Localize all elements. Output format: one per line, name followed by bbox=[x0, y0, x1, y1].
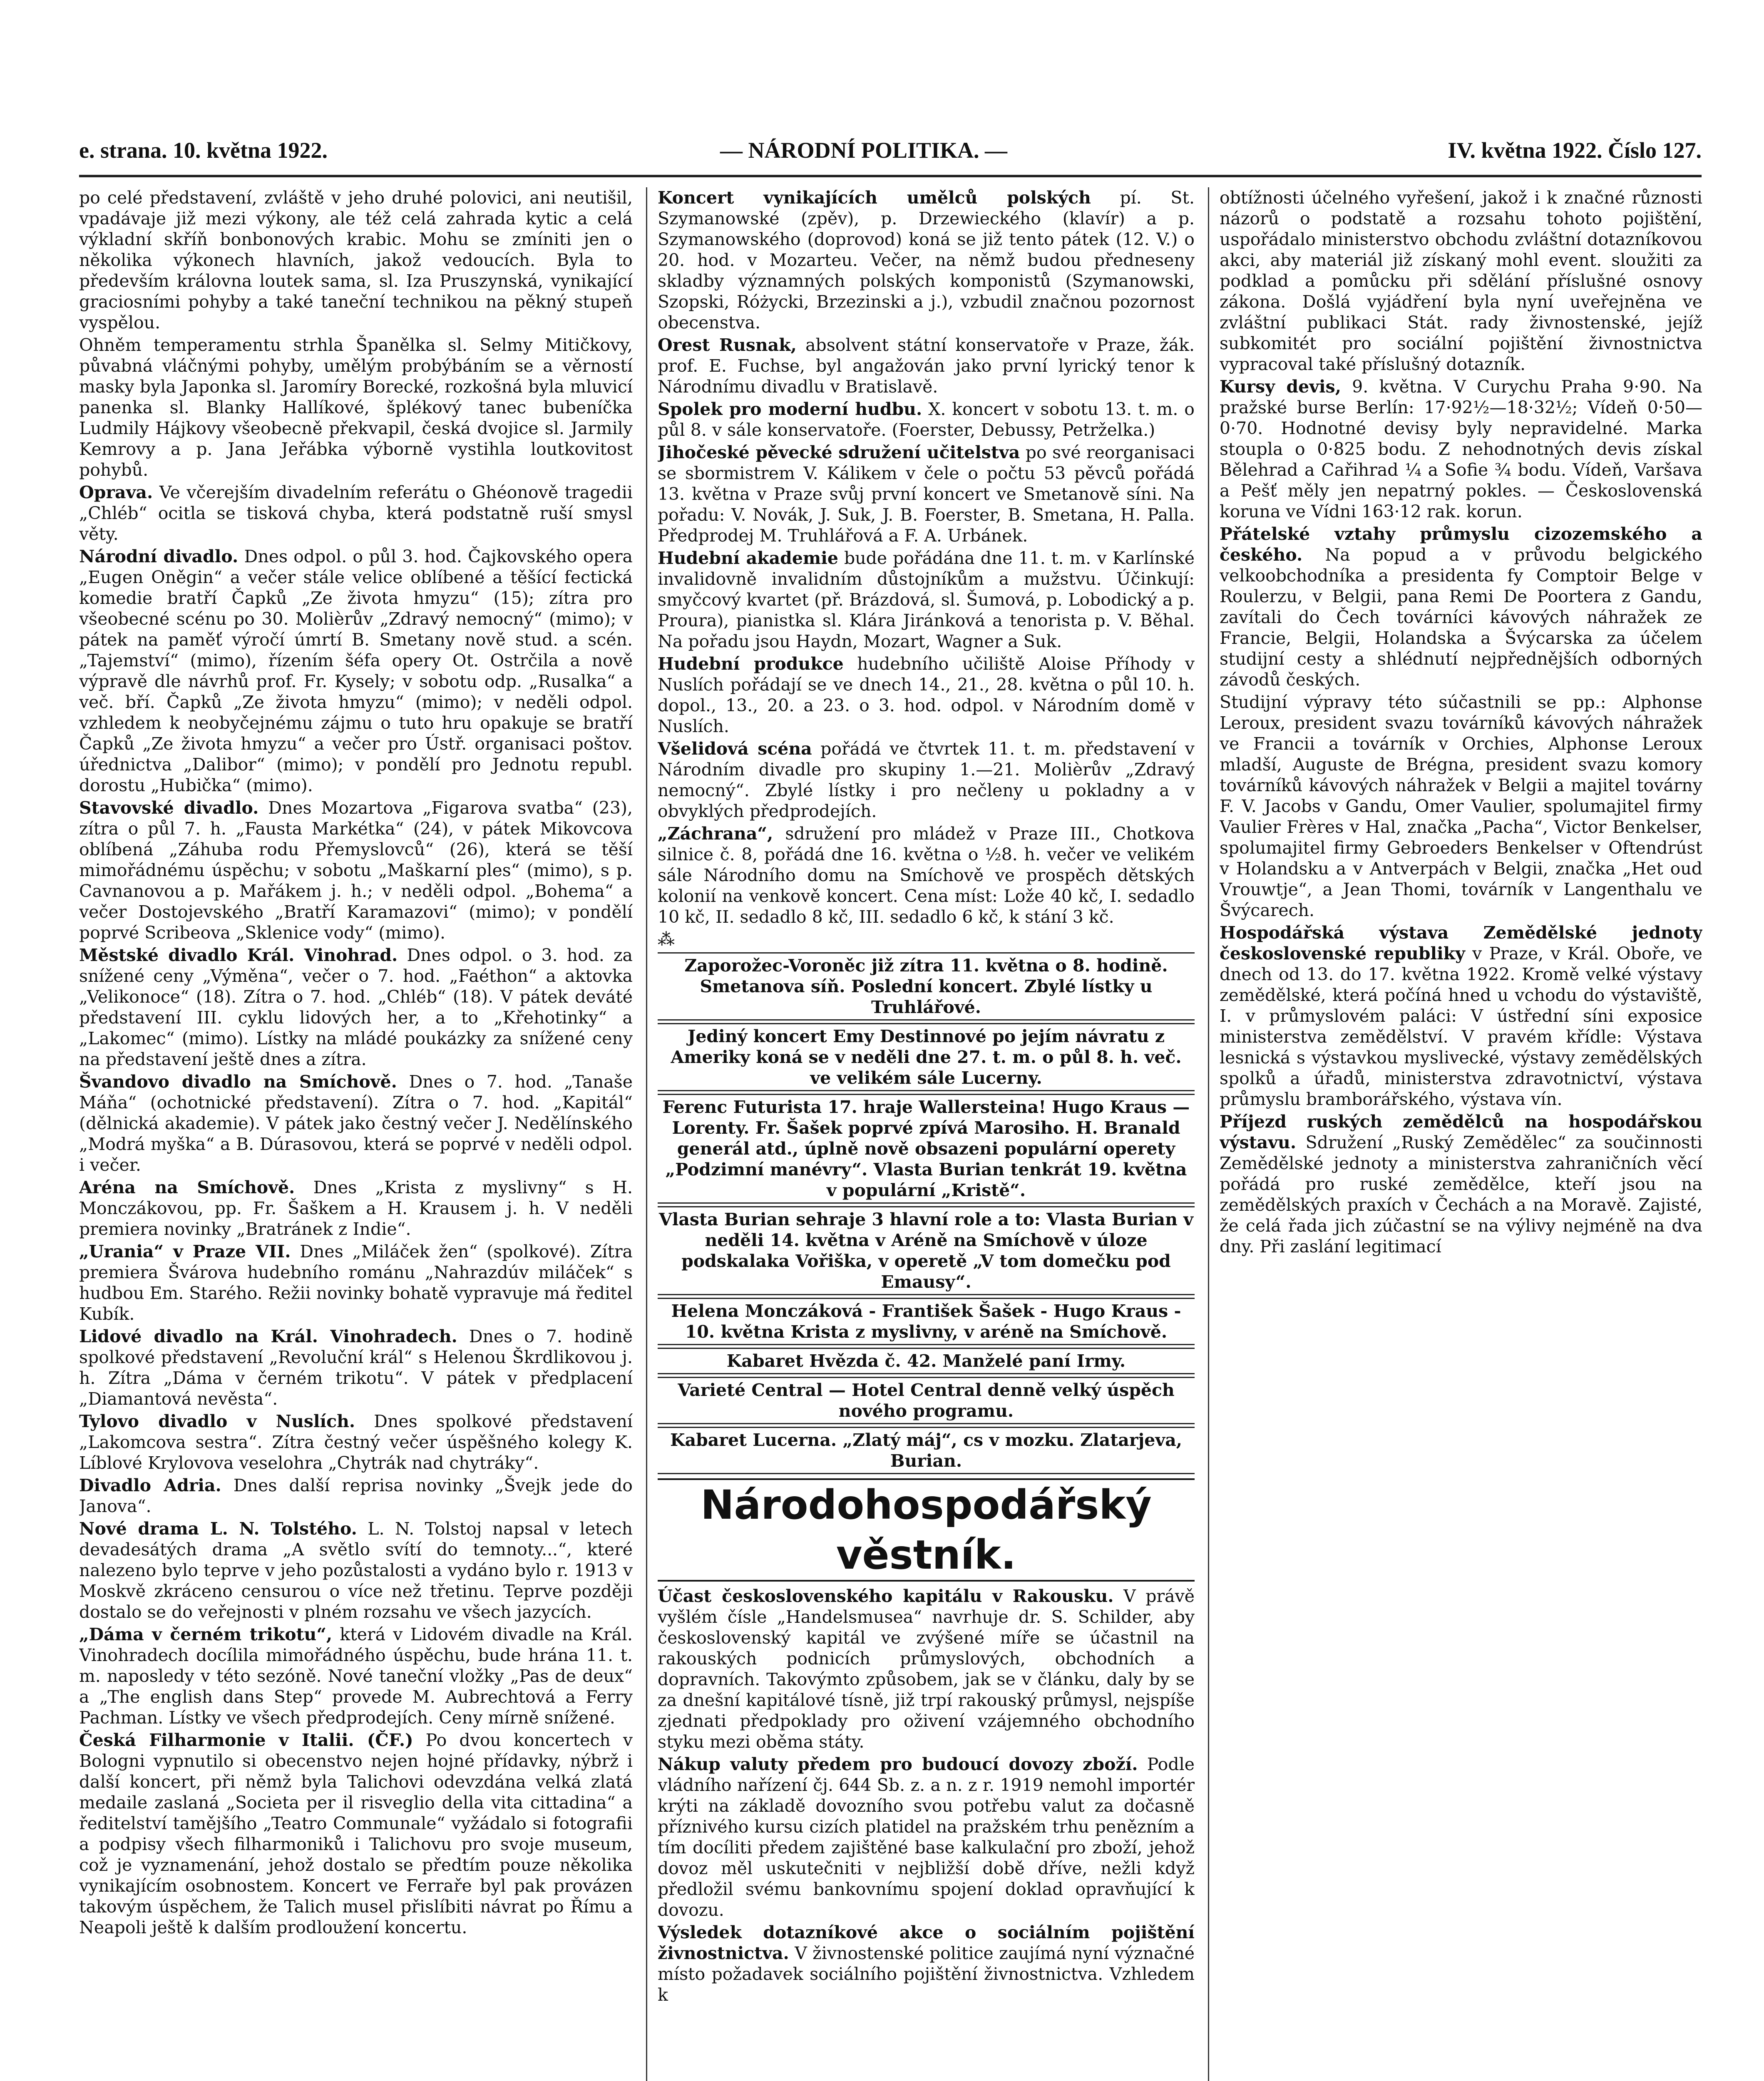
article-paragraph bbox=[658, 1586, 1195, 1752]
article-heading: Výsledek dotazníkové akce o sociálním pojištění živnostnictva. bbox=[658, 1922, 1195, 1963]
page-header bbox=[79, 137, 1702, 175]
article-text: V živnostenské politice zaujímá nyní význačné místo požadavek sociálního pojištění živnostnictva. Vzhledem k bbox=[658, 1943, 1195, 2005]
article-paragraph bbox=[79, 1326, 633, 1409]
article-paragraph bbox=[658, 187, 1195, 333]
article-heading: Tylovo divadlo v Nuslích. bbox=[79, 1411, 355, 1431]
article-text: Dnes spolkové představení „Lakomcova sestra“. Zítra čestný večer úspěšného kolegy K. Líblové Krylovova veselohra „Chytrák nad chytráky“. bbox=[79, 1411, 633, 1473]
article-heading: Hudební akademie bbox=[658, 548, 838, 568]
article-paragraph bbox=[79, 1475, 633, 1517]
article-paragraph bbox=[79, 1518, 633, 1622]
article-paragraph bbox=[79, 1177, 633, 1239]
article-text: Studijní výpravy této súčastnili se pp.: Alphonse Leroux, president svazu továrníků kávových náhražek ve Francii a továrník v Orchies, Alphonse Leroux mladší, Auguste de Brégna, president svazu komory továrníků kávových náhražek v Belgii a majitel továrny F. V. Jacobs v Gandu, Omer Vaulier, spolumajitel firmy Vaulier Frères v Hal, značka „Pacha“, Victor Benkelser, spolumajitel firmy Gebroeders Benkelser v Oftendrúst v Holandsku a v Antverpách v Belgii, značka „Het oud Vrouwtje“, a Jean Thomi, továrník v Langenthalu ve Švýcarech. bbox=[1220, 692, 1702, 920]
header-date-right: IV. května 1922. Číslo 127. bbox=[1448, 138, 1702, 163]
article-heading: Aréna na Smíchově. bbox=[79, 1177, 295, 1197]
article-heading: Orest Rusnak, bbox=[658, 335, 797, 355]
article-paragraph bbox=[658, 1754, 1195, 1920]
advert-box: Helena Monczáková - František Šašek - Hugo Kraus - 10. května Krista z myslivny, v aréně na Smíchově. bbox=[658, 1298, 1195, 1345]
article-paragraph bbox=[79, 335, 633, 480]
article-text: Dnes „Krista z myslivny“ s H. Monczákovou, pp. Fr. Šaškem a H. Krausem j. h. V neděli premiera novinky „Bratránek z Indie“. bbox=[79, 1177, 633, 1239]
article-text: po celé představení, zvláště v jeho druhé polovici, ani neutišil, vpadávaje již mezi výkony, ale též celá zahrada kytic a celá výkladní skříň bonbonových krabic. Mohu se zmíniti jen o několika výkonech hlavních, jakož vedoucích. Byla to především královna loutek sama, sl. Iza Pruszynská, vynikající graciosními pohyby a také taneční technikou na pěkný stupeň vyspělou. bbox=[79, 188, 633, 333]
article-paragraph bbox=[1220, 922, 1702, 1110]
article-heading: „Urania“ v Praze VII. bbox=[79, 1242, 291, 1262]
article-heading: Kursy devis, bbox=[1220, 377, 1341, 397]
article-text: 9. května. V Curychu Praha 9·90. Na pražské burse Berlín: 17·92½—18·32½; Vídeň 0·50—0·70. Hodnotné devisy byly nepravidelné. Marka stoupla o 0·825 bodu. Z nehodnotných devis získal Bělehrad a Cařihrad ¼ a Sofie ¾ bodu. Vídeň, Varšava a Pešť měly jen nepatrný pokles. — Československá koruna ve Vídni 163·12 rak. korun. bbox=[1220, 377, 1702, 521]
article-heading: Lidové divadlo na Král. Vinohradech. bbox=[79, 1326, 457, 1346]
article-paragraph bbox=[658, 335, 1195, 397]
article-heading: Jihočeské pěvecké sdružení učitelstva bbox=[658, 442, 1020, 462]
article-paragraph bbox=[79, 1624, 633, 1728]
article-heading: Všelidová scéna bbox=[658, 739, 812, 759]
article-text: Na popud a v průvodu belgického velkoobchodníka a presidenta fy Comptoir Belge v Roulerzu, v Belgii, pana Remi De Poortera z Gandu, zavítali do Čech továrníci kávových náhražek ze Francie, Belgii, Holandska a Švýcarska za účelem studijní cesty a shlédnutí nejpřednějších odborných závodů českých. bbox=[1220, 545, 1702, 690]
article-text: Dnes další reprisa novinky „Švejk jede do Janova“. bbox=[79, 1475, 633, 1516]
article-paragraph bbox=[79, 945, 633, 1070]
article-heading: Stavovské divadlo. bbox=[79, 798, 259, 818]
article-heading: „Záchrana“, bbox=[658, 824, 773, 844]
masthead-title: — NÁRODNÍ POLITIKA. — bbox=[720, 138, 1008, 163]
article-paragraph bbox=[658, 1922, 1195, 2005]
section-banner: Národohospodářský věstník. bbox=[658, 1478, 1195, 1582]
header-rule bbox=[79, 175, 1702, 177]
article-text: Dnes Mozartova „Figarova svatba“ (23), zítra o půl 7. h. „Fausta Markétka“ (24), v pátek Mikovcova oblíbená „Záhuba rodu Přemyslovců“ (26), která se těší mimořádnému úspěchu; v sobotu „Maškarní ples“ (mimo), s p. Cavnanovou a p. Mařákem j. h.; v neděli odpol. „Bohema“ a večer Dostojevského „Bratří Karamazovi“ (mimo); v pondělí poprvé Scribeova „Sklenice vody“ (mimo). bbox=[79, 798, 633, 943]
article-heading: Účast československého kapitálu v Rakousku. bbox=[658, 1586, 1114, 1606]
article-text: Dnes „Miláček žen“ (spolkové). Zítra premiera Švárova hudebního románu „Nahrazdúv miláček“ s hudbou Em. Starého. Režii novinky bohatě vypravuje má ředitel Kubík. bbox=[79, 1242, 633, 1324]
article-heading: Příjezd ruských zemědělců na hospodářskou výstavu. bbox=[1220, 1112, 1702, 1152]
advert-box: Zaporožec-Voroněc již zítra 11. května o 8. hodině. Smetanova síň. Poslední koncert. Zbylé lístky u Truhlářové. bbox=[658, 952, 1195, 1021]
article-paragraph bbox=[1220, 376, 1702, 522]
article-paragraph bbox=[79, 797, 633, 943]
article-text: bude pořádána dne 11. t. m. v Karlínské invalidovně invalidním důstojníkům a mužstvu. Účinkují: smyčcový kvartet (př. Brázdová, sl. Šumová, p. Lobodický a p. Proura), pianistka sl. Klára Jiránková a tenorista p. V. Běhal. Na pořadu jsou Haydn, Mozart, Wagner a Suk. bbox=[658, 548, 1195, 651]
article-text: Dnes odpol. o 3. hod. za snížené ceny „Výměna“, večer o 7. hod. „Faéthon“ a aktovka „Velikonoce“ (18). Zítra o 7. hod. „Chléb“ (18). V pátek deváté představení III. cyklu lidových her, a to „Křehotinky“ a „Lakomec“ (mimo). Lístky na mládé poukázky za snížené ceny na představení ještě dnes a zítra. bbox=[79, 945, 633, 1069]
article-paragraph bbox=[79, 1411, 633, 1473]
article-paragraph bbox=[658, 399, 1195, 440]
article-text: která v Lidovém divadle na Král. Vinohradech docílila mimořádného úspěchu, bude hrána 11. t. m. naposledy v této sezóně. Nové taneční vložky „Pas de deux“ a „The english dans Step“ provede M. Aubrechtová a Ferry Pachman. Lístky ve všech předprodejích. Ceny mírně snížené. bbox=[79, 1624, 633, 1728]
article-text: Dnes o 7. hod. „Tanaše Máňa“ (ochotnické představení). Zítra o 7. hod. „Kapitál“ (dělnická akademie). V pátek jako čestný večer J. Nedělínského „Modrá myška“ a B. Dúrasovou, která se poprvé v neděli odpol. i večer. bbox=[79, 1072, 633, 1175]
advert-box: Jediný koncert Emy Destinnové po jejím návratu z Ameriky koná se v neděli dne 27. t. m. o půl 8. h. več. ve velikém sále Lucerny. bbox=[658, 1023, 1195, 1091]
column-1 bbox=[79, 187, 633, 2081]
article-text: Ve včerejším divadelním referátu o Ghéonově tragedii „Chléb“ ocitla se tisková chyba, která podstatně ruší smysl věty. bbox=[79, 482, 633, 544]
article-paragraph bbox=[1220, 524, 1702, 690]
article-text: Ohněm temperamentu strhla Španělka sl. Selmy Mitičkovy, půvabná vláčnými pohyby, umělým probýbáním se a věrností masky byla Japonka sl. Jaromíry Borecké, rozkošná byla mluvicí panenka sl. Blanky Hallíkové, šplékový tanec bubeníčka Ludmily Hájkovy všeobecně překvapil, česká dvojice sl. Jarmily Kemrovy a p. Jana Jeřábka výborně vystihla loutkovitost pohybů. bbox=[79, 335, 633, 480]
article-paragraph bbox=[79, 546, 633, 796]
article-paragraph bbox=[658, 653, 1195, 737]
article-heading: Koncert vynikajících umělců polských bbox=[658, 188, 1091, 208]
article-heading: „Dáma v černém trikotu“, bbox=[79, 1624, 333, 1644]
article-heading: Nákup valuty předem pro budoucí dovozy zboží. bbox=[658, 1754, 1138, 1774]
article-paragraph bbox=[658, 823, 1195, 927]
article-text: X. koncert v sobotu 13. t. m. o půl 8. v sále konservatoře. (Foerster, Debussy, Petrželka.) bbox=[658, 399, 1195, 440]
article-text: obtížnosti účelného vyřešení, jakož i k značné různosti názorů o podstatě a rozsahu tohoto pojištění, uspořádalo ministerstvo obchodu zvláštní dotazníkovou akci, aby materiál již získaný mohl event. sloužiti za podklad a pomůcku při sdělání příslušné osnovy zákona. Došlá vyjádření byla nyní uveřejněna ve zvláštní publikaci Stát. rady živnostenské, jejíž subkomitét pro sociální pojištění živnostnictva vypracoval také příslušný dotazník. bbox=[1220, 188, 1702, 374]
article-text: pí. St. Szymanowské (zpěv), p. Drzewieckého (klavír) a p. Szymanowského (doprovod) koná se již tento pátek (12. V.) o 20. hod. v Mozarteu. Večer, na němž budou předneseny skladby významných polských komponistů (Szymanowski, Szopski, Różycki, Brzezinski a j.), vzbudil značnou pozornost obecenstva. bbox=[658, 188, 1195, 333]
article-paragraph bbox=[658, 548, 1195, 652]
article-heading: Oprava. bbox=[79, 482, 153, 502]
article-text: Podle vládního nařízení čj. 644 Sb. z. a n. z r. 1919 nemohl importér krýti na základě dovozního svou potřebu valut za dočasně příznivého kursu cizích platidel na pražském trhu penězním a tím docíliti předem zajištěné base kalkulační pro zboží, jehož dovoz měl uskutečniti v nejbližší době dříve, nežli když předložil svému bankovnímu spojení doklad opravňující k dovozu. bbox=[658, 1754, 1195, 1920]
advert-box: Kabaret Hvězda č. 42. Manželé paní Irmy. bbox=[658, 1348, 1195, 1374]
article-heading: Spolek pro moderní hudbu. bbox=[658, 399, 922, 419]
article-paragraph bbox=[79, 1241, 633, 1324]
article-paragraph bbox=[1220, 187, 1702, 375]
article-text: V právě vyšlém čísle „Handelsmusea“ navrhuje dr. S. Schilder, aby československý kapitál ve zvýšené míře se účastnil na rakouských podnicích průmyslových, obchodních a dopravních. Takovýmto způsobem, jak se v článku, daly by se za dnešní kapitálové tísně, již trpí rakouský průmysl, nejspíše zjednati předpoklady pro oživení vzájemného obchodního styku mezi oběma státy. bbox=[658, 1586, 1195, 1752]
advert-box: Varieté Central — Hotel Central denně velký úspěch nového programu. bbox=[658, 1377, 1195, 1424]
article-heading: Švandovo divadlo na Smíchově. bbox=[79, 1072, 397, 1092]
article-paragraph bbox=[658, 738, 1195, 822]
article-paragraph bbox=[79, 482, 633, 544]
article-text: ⁂ bbox=[658, 929, 675, 949]
article-text: L. N. Tolstoj napsal v letech devadesátých drama „A světlo svítí do temnoty...“, které nalezeno bylo teprve v jeho pozůstalosti a vydáno bylo r. 1913 v Moskvě zkráceno censurou o více než třetinu. Teprve později dostalo se do veřejnosti v plném rozsahu ve všech jazycích. bbox=[79, 1519, 633, 1622]
article-text: absolvent státní konservatoře v Praze, žák. prof. E. Fuchse, byl angažován jako první lyrický tenor k Národnímu divadlu v Bratislavě. bbox=[658, 335, 1195, 397]
column-2 bbox=[658, 187, 1195, 2081]
article-text: Dnes odpol. o půl 3. hod. Čajkovského opera „Eugen Oněgin“ a večer stále velice oblíbené a těšící fectická komedie bratří Čapků „Ze života hmyzu“ (15); zítra pro všeobecné scénu po 30. Molièrův „Zdravý nemocný“ (mimo); v pátek na paměť výročí úmrtí B. Smetany nově stud. a scén. „Tajemství“ (mimo), řízením šéfa opery Ot. Ostrčila a nově výpravě dle návrhů prof. Fr. Kysely; v sobotu odp. „Rusalka“ a več. bří. Čapků „Ze života hmyzu“ (mimo); v neděli odpol. vzhledem k neobyčejnému zájmu o tuto hru opakuje se bratří Čapků „Ze života hmyzu“ a večer pro Ústř. organisaci poštov. úřednictva „Dalibor“ (mimo); v pondělí pro Jednotu republ. dorostu „Hubička“ (mimo). bbox=[79, 546, 633, 795]
article-heading: Hudební produkce bbox=[658, 654, 844, 674]
advert-box: Vlasta Burian sehraje 3 hlavní role a to: Vlasta Burian v neděli 14. května v Aréně na Smíchově v úloze podskalaka Vořiška, v operetě „V tom domečku pod Emausy“. bbox=[658, 1206, 1195, 1295]
article-heading: Hospodářská výstava Zemědělské jednoty československé republiky bbox=[1220, 923, 1702, 964]
article-paragraph bbox=[658, 929, 1195, 950]
article-text: Dnes o 7. hodině spolkové představení „Revoluční král“ s Helenou Škrdlikovou j. h. Zítra „Dáma v černém trikotu“. V pátek v předplacení „Diamantová nevěsta“. bbox=[79, 1326, 633, 1409]
article-heading: Přátelské vztahy průmyslu cizozemského a českého. bbox=[1220, 524, 1702, 565]
article-heading: Divadlo Adria. bbox=[79, 1475, 221, 1495]
article-heading: Městské divadlo Král. Vinohrad. bbox=[79, 945, 398, 965]
article-text: hudebního učiliště Aloise Příhody v Nuslích pořádají se ve dnech 14., 21., 28. května o půl 10. h. dopol., 13., 20. a 23. o 3. hod. odpol. v Národním domě v Nuslích. bbox=[658, 654, 1195, 736]
article-text: sdružení pro mládež v Praze III., Chotkova silnice č. 8, pořádá dne 16. května o ½8. h. večer ve velikém sále Národního domu na Smíchově ve prospěch dětských kolonií na venkově koncert. Cena míst: Lože 40 kč, I. sedadlo 10 kč, II. sedadlo 8 kč, III. sedadlo 6 kč, k stání 3 kč. bbox=[658, 824, 1195, 927]
column-divider bbox=[1208, 187, 1209, 2081]
article-text: Sdružení „Ruský Zemědělec“ za součinnosti Zemědělské jednoty a ministerstva zahraničních věcí pořádá pro ruské zemědělce, kteří jsou na zemědělských praxích v Čechách a na Moravě. Zajisté, že celá řada jich zúčastní se na výlivy nejméně na dva dny. Při zaslání legitimací bbox=[1220, 1132, 1702, 1257]
article-text: pořádá ve čtvrtek 11. t. m. představení v Národním divadle pro skupiny 1.—21. Molièrův „Zdravý nemocný“. Zbylé lístky i pro nečleny u pokladny a v obvyklých předprodejích. bbox=[658, 739, 1195, 821]
article-heading: Národní divadlo. bbox=[79, 546, 239, 566]
column-3 bbox=[1220, 187, 1702, 2081]
article-paragraph bbox=[1220, 692, 1702, 921]
advert-box: Ferenc Futurista 17. hraje Wallersteina! Hugo Kraus — Lorenty. Fr. Šašek poprvé zpívá Marosiho. H. Branald generál atd., úplně nově obsazeni populární operety „Podzimní manévry“. Vlasta Burian tenkrát 19. května v populární „Kristě“. bbox=[658, 1094, 1195, 1204]
header-date-left: e. strana. 10. května 1922. bbox=[79, 138, 328, 163]
article-paragraph bbox=[79, 1071, 633, 1175]
article-paragraph bbox=[79, 187, 633, 333]
advert-box: Kabaret Lucerna. „Zlatý máj“, cs v mozku. Zlatarjeva, Burian. bbox=[658, 1427, 1195, 1474]
article-paragraph bbox=[1220, 1111, 1702, 1257]
column-divider bbox=[646, 187, 647, 2081]
article-heading: Nové drama L. N. Tolstého. bbox=[79, 1519, 357, 1539]
article-paragraph bbox=[658, 442, 1195, 546]
article-text: po své reorganisaci se sbormistrem V. Kálikem v čele o počtu 53 pěvců pořádá 13. května v Praze svůj první koncert ve Smetanově síni. Na pořadu: V. Novák, J. Suk, J. B. Foerster, B. Smetana, H. Palla. Předprodej M. Truhlářová a F. A. Urbánek. bbox=[658, 442, 1195, 546]
article-text: v Praze, v Král. Oboře, ve dnech od 13. do 17. května 1922. Kromě velké výstavy zemědělské, která počíná hned u vchodu do výstaviště, I. v průmyslovém paláci: V ústřední síni exposice ministerstva zemědělství. V pravém křídle: Výstava lesnická s výstavkou myslivecké, výstavy zemědělských spolků a úřadů, ministerstva zdravotnictví, výstava průmyslu bramborářského, výstava vín. bbox=[1220, 944, 1702, 1109]
article-text: Po dvou koncertech v Bologni vypnutilo si obecenstvo nejen hojné přídavky, nýbrž i další koncert, při němž byla Talichovi odevzdána velká zlatá medaile zaslaná „Societa per il risveglio della vita cittadina“ a ředitelství tamějšího „Teatro Communale“ vyžádalo si fotografii a podpisy všech filharmoniků i Talichovu pro svoje museum, což je vyznamenání, jehož dostalo se předtím pouze několika vynikajícím osobnostem. Koncert ve Ferraře byl pak provázen takovým úspěchem, že Talich musel přislíbiti návrat po Římu a Neapoli ještě k dalším prodloužení koncertu. bbox=[79, 1730, 633, 1937]
article-heading: Česká Filharmonie v Italii. (ČF.) bbox=[79, 1730, 413, 1750]
article-paragraph bbox=[79, 1730, 633, 1938]
